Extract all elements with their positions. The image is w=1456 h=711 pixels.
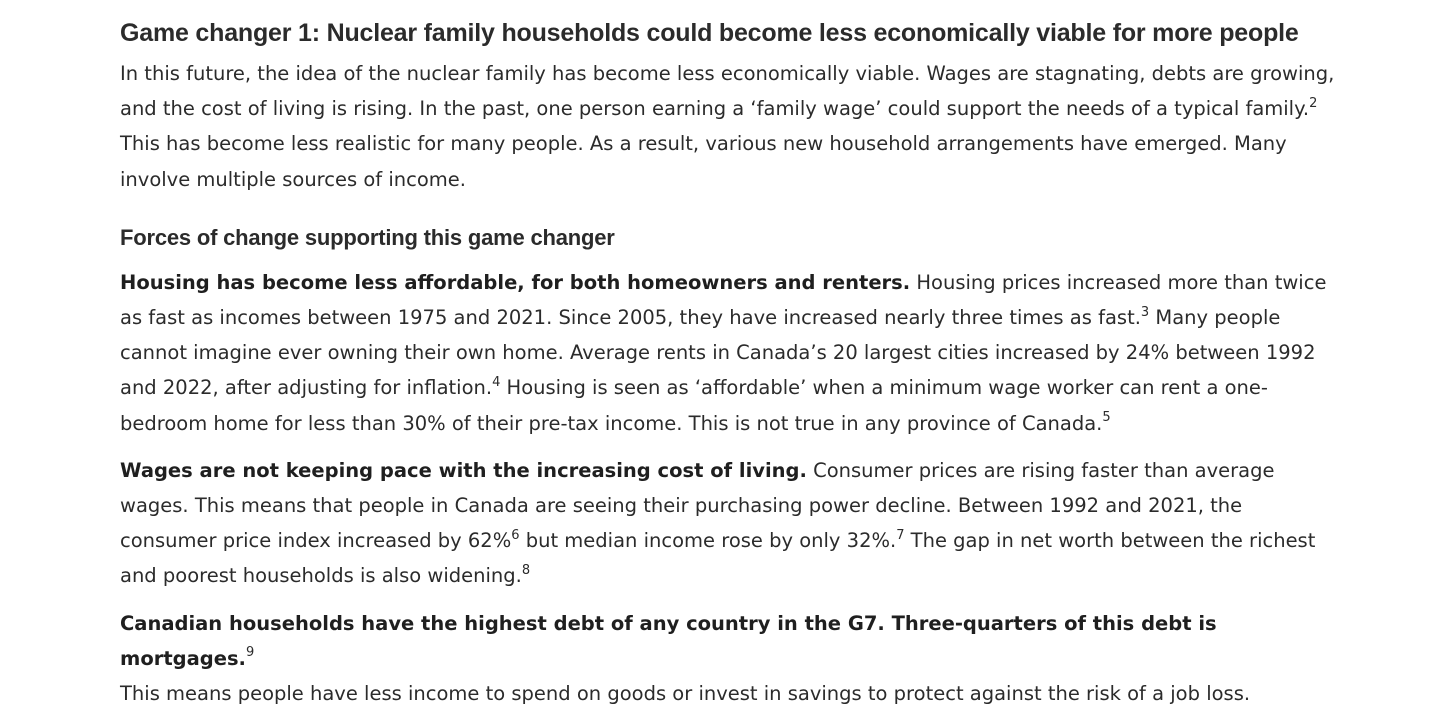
intro-text-2: This has become less realistic for many people. As a result, various new household arrangements have emerged. Many involve multiple sources of income. — [120, 132, 1287, 191]
wages-text-3: The gap in net worth between the richest and poorest households is also widening. — [120, 529, 1316, 588]
footnote-ref-6[interactable]: 6 — [511, 527, 520, 543]
footnote-ref-4[interactable]: 4 — [492, 374, 501, 390]
game-changer-title: Game changer 1: Nuclear family households could become less economically viable for more people — [120, 19, 1299, 47]
forces-heading: Forces of change supporting this game changer — [120, 224, 615, 250]
footnote-ref-5[interactable]: 5 — [1102, 410, 1111, 426]
debt-lead: Canadian households have the highest debt of any country in the G7. Three-quarters of this debt is mortgages. — [120, 611, 1217, 670]
housing-lead: Housing has become less affordable, for both homeowners and renters. — [120, 270, 911, 294]
intro-paragraph — [120, 56, 1342, 197]
intro-text-1: In this future, the idea of the nuclear family has become less economically viable. Wages are stagnating, debts are growing, and the cost of living is rising. In the past, one person earning a ‘family wage’ could support the needs of a typical family. — [120, 62, 1335, 121]
footnote-ref-7[interactable]: 7 — [896, 527, 905, 543]
footnote-ref-8[interactable]: 8 — [521, 562, 531, 578]
housing-text-1: Housing prices increased more than twice as fast as incomes between 1975 and 2021. Since 2005, they have increased nearly three times as fast. — [120, 270, 1327, 330]
wages-lead: Wages are not keeping pace with the increasing cost of living. — [120, 458, 807, 482]
wages-text-2: but median income rose by only 32%. — [519, 529, 897, 553]
housing-text-2: Many people cannot imagine ever owning their own home. Average rents in Canada’s 20 largest cities increased by 24% between 1992 and 2022, after adjusting for inflation. — [120, 306, 1316, 400]
article — [120, 0, 1342, 711]
wages-paragraph — [120, 453, 1342, 594]
footnote-ref-2[interactable]: 2 — [1309, 95, 1318, 111]
footnote-ref-3[interactable]: 3 — [1140, 304, 1150, 320]
housing-text-3: Housing is seen as ‘affordable’ when a minimum wage worker can rent a one-bedroom home for less than 30% of their pre-tax income. This is not true in any province of Canada. — [120, 376, 1268, 435]
wages-text-1: Consumer prices are rising faster than average wages. This means that people in Canada are seeing their purchasing power decline. Between 1992 and 2021, the consumer price index increased by 62% — [120, 458, 1275, 553]
housing-paragraph — [120, 265, 1342, 441]
debt-paragraph — [120, 606, 1342, 711]
footnote-ref-9[interactable]: 9 — [245, 645, 255, 661]
debt-text-1: This means people have less income to spend on goods or invest in savings to protect against the risk of a job loss. — [120, 682, 1251, 706]
